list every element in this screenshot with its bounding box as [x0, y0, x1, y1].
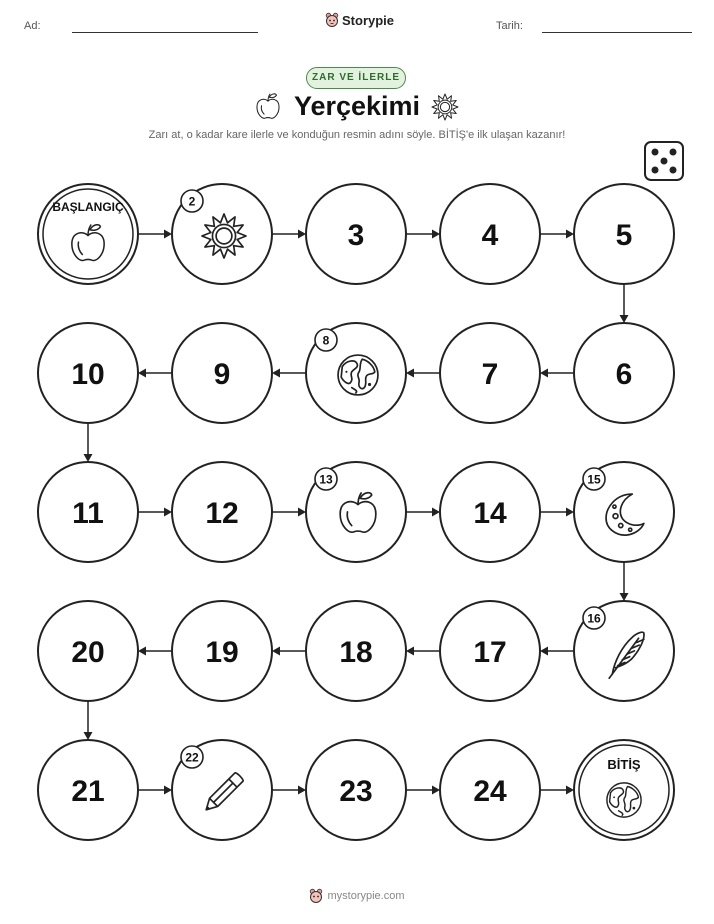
- board-square-18: [306, 601, 406, 701]
- board-square-2: [172, 184, 272, 284]
- board-square-3: [306, 184, 406, 284]
- square-number: 20: [71, 636, 105, 669]
- square-number: 3: [347, 219, 365, 252]
- square-number: 7: [481, 358, 499, 391]
- path-arrow: [138, 786, 172, 795]
- square-number: 23: [339, 775, 373, 808]
- path-arrow: [138, 508, 172, 517]
- name-label: Ad:: [24, 20, 41, 32]
- path-arrow: [620, 562, 629, 601]
- start-label: BAŞLANGIÇ: [52, 200, 124, 214]
- board-square-24: [440, 740, 540, 840]
- path-arrow: [138, 369, 172, 378]
- board-square-8: [306, 323, 406, 423]
- board-square-15: [574, 462, 674, 562]
- board-square-16: [574, 601, 674, 701]
- square-number: 6: [615, 358, 633, 391]
- board-square-13: [306, 462, 406, 562]
- square-number: 18: [339, 636, 373, 669]
- board-square-21: [38, 740, 138, 840]
- square-number: 11: [72, 497, 104, 530]
- board-square-17: [440, 601, 540, 701]
- square-number: 4: [481, 219, 499, 252]
- brand-name: Storypie: [342, 12, 395, 28]
- sun-icon: [432, 94, 458, 120]
- path-arrow: [84, 701, 93, 740]
- path-arrow: [272, 230, 306, 239]
- board-square-20: [38, 601, 138, 701]
- dice-icon: [645, 142, 683, 180]
- path-arrow: [540, 508, 574, 517]
- board-square-25: [574, 740, 674, 840]
- path-arrow: [406, 508, 440, 517]
- square-number: 15: [587, 472, 601, 487]
- board-square-14: [440, 462, 540, 562]
- mascot-icon: [309, 888, 323, 904]
- board-square-23: [306, 740, 406, 840]
- footer: [0, 888, 714, 904]
- square-number: 12: [205, 497, 239, 530]
- board-square-11: [38, 462, 138, 562]
- square-number: 10: [71, 358, 105, 391]
- path-arrow: [540, 647, 574, 656]
- square-number: 21: [71, 775, 105, 808]
- board-square-9: [172, 323, 272, 423]
- activity-badge: ZAR VE İLERLE: [306, 67, 406, 89]
- square-number: 19: [205, 636, 239, 669]
- path-arrow: [540, 230, 574, 239]
- square-number: 5: [615, 219, 633, 252]
- path-arrow: [272, 369, 306, 378]
- board-square-19: [172, 601, 272, 701]
- square-number: 13: [319, 472, 333, 487]
- path-arrow: [540, 369, 574, 378]
- date-label: Tarih:: [496, 20, 523, 32]
- board-square-22: [172, 740, 272, 840]
- path-arrow: [272, 786, 306, 795]
- square-number: 8: [322, 333, 330, 348]
- board-square-12: [172, 462, 272, 562]
- square-number: 22: [185, 750, 199, 765]
- square-number: 9: [213, 358, 231, 391]
- footer-url: mystorypie.com: [327, 890, 405, 902]
- path-arrow: [406, 369, 440, 378]
- path-arrow: [138, 230, 172, 239]
- square-number: 16: [587, 611, 601, 626]
- path-arrow: [272, 508, 306, 517]
- path-arrow: [138, 647, 172, 656]
- square-number: 14: [473, 497, 507, 530]
- path-arrow: [540, 786, 574, 795]
- square-number: 17: [473, 636, 507, 669]
- board-square-4: [440, 184, 540, 284]
- path-arrow: [620, 284, 629, 323]
- board-square-5: [574, 184, 674, 284]
- board-square-10: [38, 323, 138, 423]
- apple-icon: [257, 94, 279, 118]
- finish-label: BİTİŞ: [607, 757, 641, 772]
- board-square-7: [440, 323, 540, 423]
- page-title: Yerçekimi: [293, 91, 421, 121]
- path-arrow: [406, 647, 440, 656]
- instructions: Zarı at, o kadar kare ilerle ve konduğun resmin adını söyle. BİTİŞ'e ilk ulaşan kazanır!: [148, 129, 566, 141]
- path-arrow: [406, 230, 440, 239]
- path-arrow: [406, 786, 440, 795]
- square-number: 2: [188, 194, 196, 209]
- board-square-6: [574, 323, 674, 423]
- square-number: 24: [473, 775, 507, 808]
- path-arrow: [272, 647, 306, 656]
- path-arrow: [84, 423, 93, 462]
